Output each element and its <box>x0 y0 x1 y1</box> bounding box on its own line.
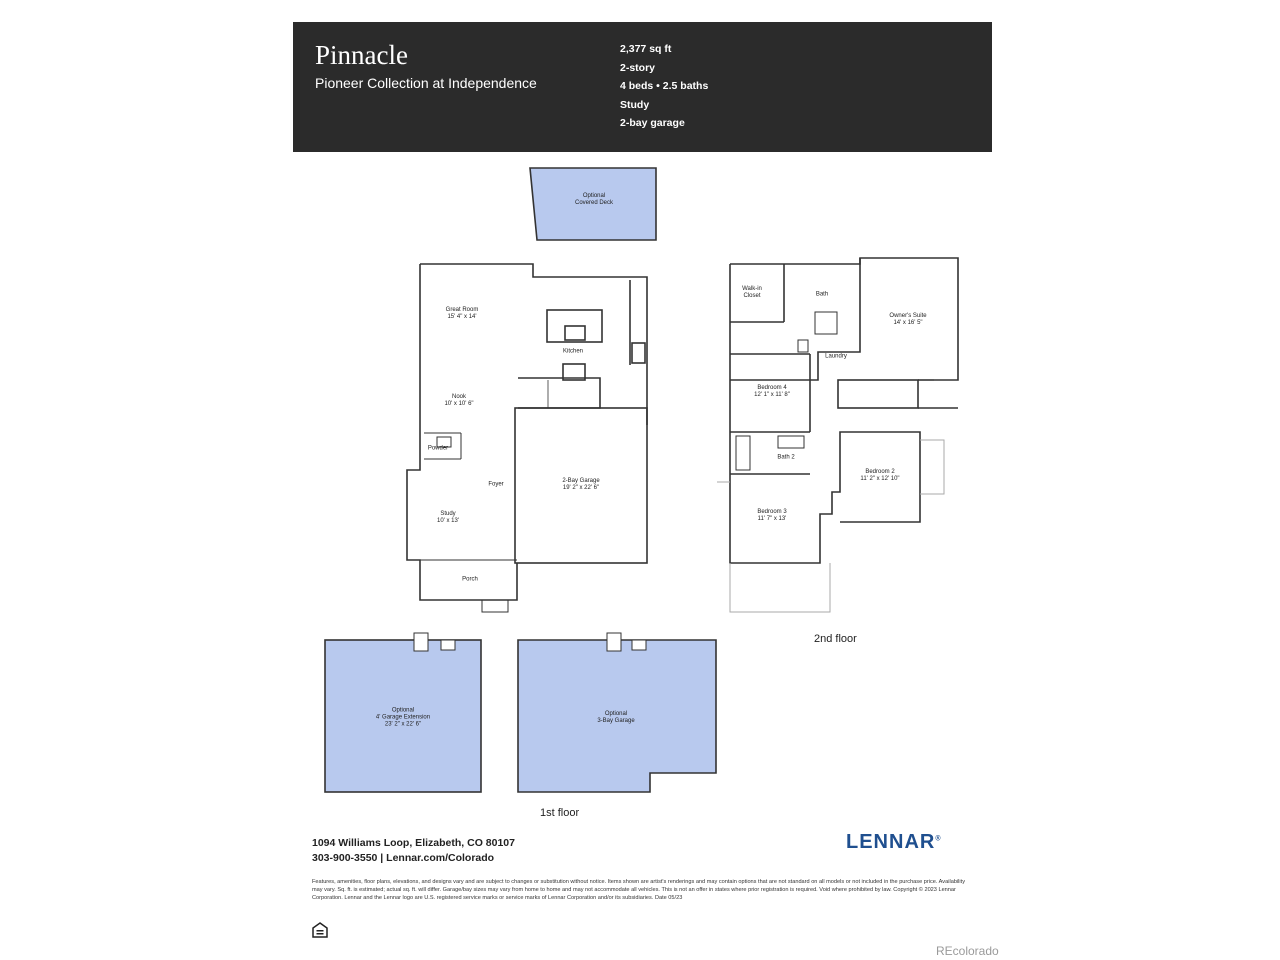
plan-title: Pinnacle <box>315 40 408 70</box>
room-kitchen: Kitchen <box>562 348 584 355</box>
contact-line[interactable]: 303-900-3550 | Lennar.com/Colorado <box>312 852 495 864</box>
first-floor-label: 1st floor <box>540 807 580 819</box>
room-bedroom-3: Bedroom 3 11' 7" x 13' <box>757 509 787 522</box>
room-covered-deck: Optional Covered Deck <box>574 193 614 206</box>
spec-beds-baths: 4 beds • 2.5 baths <box>620 80 709 92</box>
address-line: 1094 Williams Loop, Elizabeth, CO 80107 <box>312 837 515 849</box>
room-study: Study 10' x 13' <box>437 511 459 524</box>
logo-text: LENNAR <box>846 831 936 853</box>
spec-stories: 2-story <box>620 61 656 74</box>
room-garage: 2-Bay Garage 19' 2" x 22' 6" <box>562 478 600 491</box>
first-floor-outline <box>407 264 647 612</box>
room-nook: Nook 10' x 10' 6" <box>444 394 474 407</box>
spec-sqft: 2,377 sq ft <box>620 43 672 55</box>
room-porch: Porch <box>462 576 478 583</box>
room-walkin-closet: Walk-in Closet <box>742 286 762 299</box>
room-owners-suite: Owner's Suite 14' x 16' 5" <box>889 313 927 326</box>
equal-housing-icon <box>312 922 328 938</box>
plan-collection: Pioneer Collection at Independence <box>315 75 537 91</box>
legal-disclaimer: Features, amenities, floor plans, elevations, and designs vary and are subject to changes or substitution without notice. Items shown are artist's renderings and may contain options that are not standard on all models or not included in the purchase price. Availability may vary. Sq. ft. is estimated; actual sq. ft. will differ. Garage/bay sizes may vary from home to home and may not accommodate all vehicles. This is not an offer in states where prior registration is required. Void where prohibited by law. Copyright © 2023 Lennar Corporation. Lennar and the Lennar logo are U.S. registered service marks or service marks of Lennar Corporation and/or its subsidiaries. Date 05/23 <box>312 879 966 901</box>
address-block <box>312 836 515 866</box>
room-foyer: Foyer <box>488 481 504 488</box>
second-floor-outline <box>717 258 958 612</box>
lennar-logo: LENNAR® <box>846 831 942 853</box>
recolorado-watermark: REcolorado <box>936 944 999 958</box>
room-powder: Powder <box>427 445 449 452</box>
room-bath-2: Bath 2 <box>777 454 795 461</box>
room-great-room: Great Room 15' 4" x 14' <box>445 307 479 320</box>
room-bedroom-4: Bedroom 4 12' 1" x 11' 8" <box>754 385 790 398</box>
room-laundry: Laundry <box>825 353 847 360</box>
spec-garage: 2-bay garage <box>620 117 685 129</box>
room-three-bay-garage: Optional 3-Bay Garage <box>597 711 635 724</box>
second-floor-label: 2nd floor <box>814 633 857 645</box>
spec-study: Study <box>620 98 650 111</box>
room-garage-extension: Optional 4' Garage Extension 23' 2" x 22' 6" <box>375 707 431 728</box>
room-bath: Bath <box>815 291 829 298</box>
room-bedroom-2: Bedroom 2 11' 2" x 12' 10" <box>860 469 900 482</box>
